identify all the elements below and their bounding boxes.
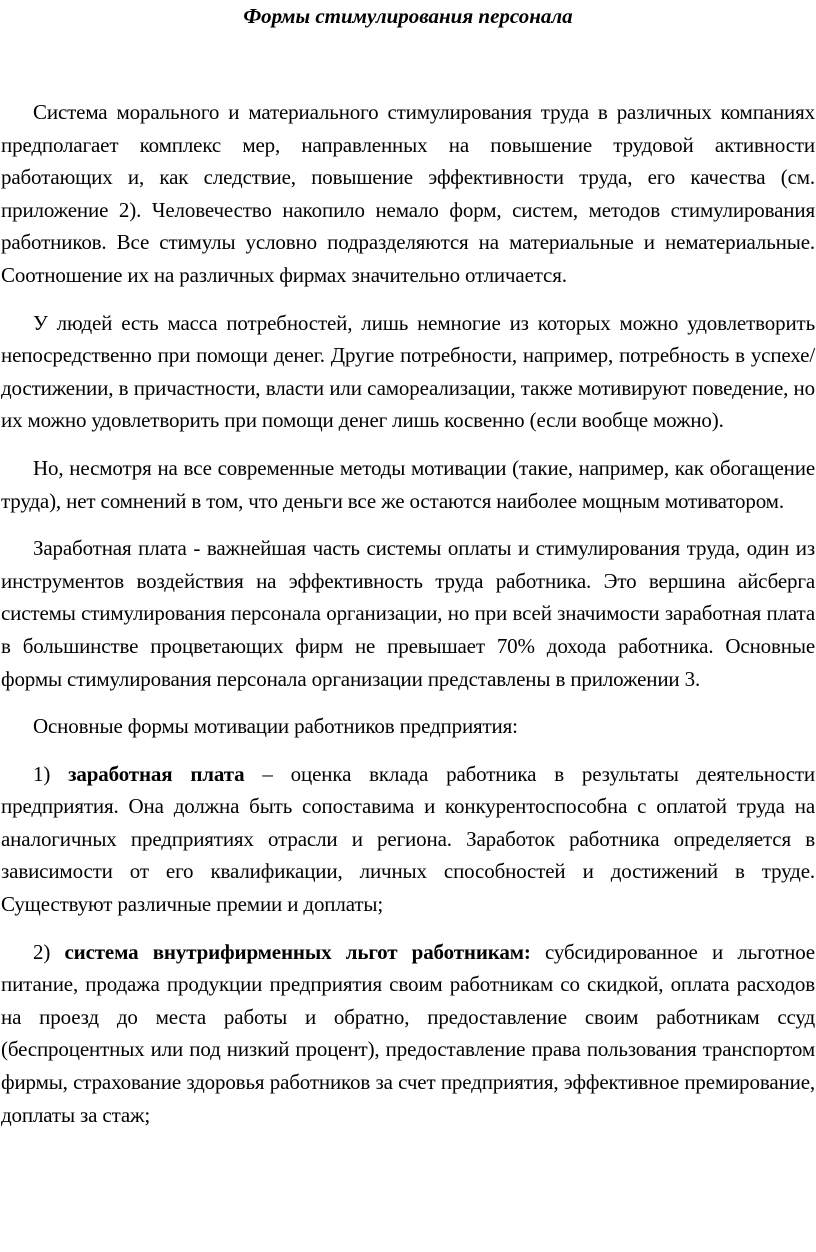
list-item-benefits <box>1 936 815 1132</box>
list-item-term: система внутрифирменных льгот работникам: <box>64 939 531 964</box>
list-item-salary <box>1 758 815 921</box>
list-item-number: 2) <box>33 939 51 964</box>
document-body <box>1 96 815 1146</box>
paragraph-intro: Система морального и материального стимулирования труда в различных компаниях предполагает комплекс мер, направленных на повышение трудовой активности работающих и, как следствие, повышение эффективности труда, его качества (см. приложение 2). Человечество накопило немало форм, систем, методов стимулирования работников. Все стимулы условно подразделяются на материальные и нематериальные. Соотношение их на различных фирмах значительно отличается. <box>1 100 815 287</box>
list-item-text: – оценка вклада работника в результаты деятельности предприятия. Она должна быть сопоставима и конкурентоспособна с оплатой труда на аналогичных предприятиях отрасли и региона. Заработок работника определяется в зависимости от его квалификации, личных способностей и достижений в труде. Существуют различные премии и доплаты; <box>1 761 815 917</box>
list-item-text: субсидированное и льготное питание, продажа продукции предприятия своим работникам со скидкой, оплата расходов на проезд до места работы и обратно, предоставление своим работникам ссуд (беспроцентных или под низкий процент), предоставление права пользования транспортом фирмы, страхование здоровья работников за счет предприятия, эффективное премирование, доплаты за стаж; <box>1 939 815 1127</box>
list-item-number: 1) <box>33 761 51 786</box>
paragraph-salary: Заработная плата - важнейшая часть системы оплаты и стимулирования труда, один из инструментов воздействия на эффективность труда работника. Это вершина айсберга системы стимулирования персонала организации, но при всей значимости заработная плата в большинстве процветающих фирм не превышает 70% дохода работника. Основные формы стимулирования персонала организации представлены в приложении 3. <box>1 536 815 691</box>
document-title: Формы стимулирования персонала <box>243 4 573 28</box>
list-item-term: заработная плата <box>68 761 245 786</box>
paragraph-money-motivator: Но, несмотря на все современные методы мотивации (такие, например, как обогащение труда), нет сомнений в том, что деньги все же остаются наиболее мощным мотиватором. <box>1 455 815 513</box>
paragraph-needs: У людей есть масса потребностей, лишь немногие из которых можно удовлетворить непосредственно при помощи денег. Другие потребности, например, потребность в успехе/достижении, в причастности, власти или самореализации, также мотивируют поведение, но их можно удовлетворить при помощи денег лишь косвенно (если вообще можно). <box>1 310 815 433</box>
paragraph-list-intro: Основные формы мотивации работников предприятия: <box>33 714 518 739</box>
